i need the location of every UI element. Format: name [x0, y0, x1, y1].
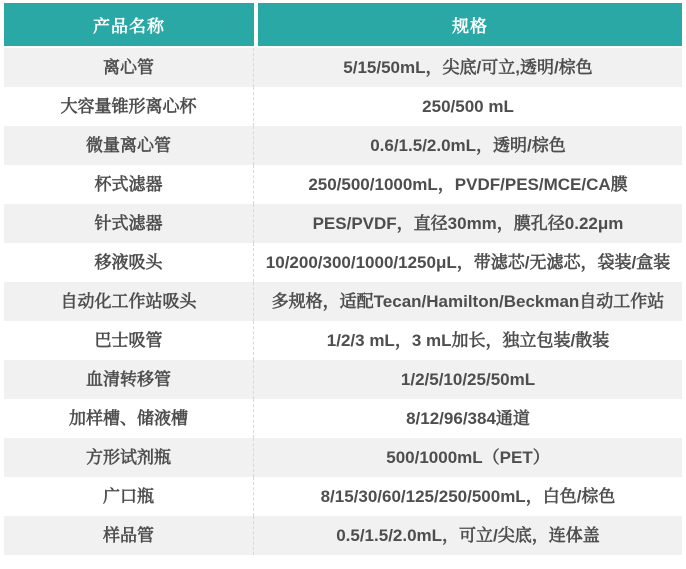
product-spec-cell: 8/15/30/60/125/250/500mL，白色/棕色: [320, 487, 616, 506]
product-spec-table: [4, 3, 682, 555]
table-header-row: [4, 3, 682, 46]
product-name-cell: 巴士吸管: [4, 321, 254, 360]
product-name-cell: 杯式滤器: [4, 165, 254, 204]
table-row: [4, 204, 682, 243]
table-row: [4, 165, 682, 204]
table-row: [4, 243, 682, 282]
product-spec-cell: 0.6/1.5/2.0mL，透明/棕色: [370, 136, 566, 155]
product-name-cell: 针式滤器: [4, 204, 254, 243]
table-row: [4, 87, 682, 126]
product-spec-cell: 1/2/3 mL，3 mL加长，独立包装/散装: [326, 331, 610, 350]
table-body: [4, 48, 682, 555]
product-spec-cell: 250/500/1000mL，PVDF/PES/MCE/CA膜: [308, 175, 628, 194]
product-name-cell: 血清转移管: [4, 360, 254, 399]
product-spec-cell: 1/2/5/10/25/50mL: [400, 370, 536, 389]
table-row: [4, 477, 682, 516]
product-spec-cell: 500/1000mL（PET）: [386, 448, 550, 467]
product-name-cell: 样品管: [4, 516, 254, 555]
table-row: [4, 282, 682, 321]
header-product-name: 产品名称: [4, 3, 254, 46]
table-row: [4, 516, 682, 555]
table-row: [4, 399, 682, 438]
product-name-cell: 自动化工作站吸头: [4, 282, 254, 321]
product-name-cell: 离心管: [4, 48, 254, 87]
product-spec-cell: 250/500 mL: [422, 97, 514, 116]
table-row: [4, 48, 682, 87]
product-spec-cell: 8/12/96/384通道: [406, 409, 530, 428]
product-spec-cell: 10/200/300/1000/1250μL，带滤芯/无滤芯，袋装/盒装: [265, 253, 671, 272]
product-name-cell: 方形试剂瓶: [4, 438, 254, 477]
product-spec-cell: 5/15/50mL，尖底/可立,透明/棕色: [343, 58, 593, 77]
product-name-cell: 加样槽、储液槽: [4, 399, 254, 438]
product-name-cell: 大容量锥形离心杯: [4, 87, 254, 126]
product-name-cell: 广口瓶: [4, 477, 254, 516]
table-row: [4, 126, 682, 165]
product-name-cell: 微量离心管: [4, 126, 254, 165]
table-row: [4, 360, 682, 399]
product-spec-cell: 多规格，适配Tecan/Hamilton/Beckman自动工作站: [271, 292, 665, 311]
table-row: [4, 438, 682, 477]
product-spec-cell: PES/PVDF，直径30mm，膜孔径0.22μm: [312, 214, 624, 233]
product-spec-cell: 0.5/1.5/2.0mL，可立/尖底，连体盖: [336, 526, 600, 545]
header-spec: 规格: [258, 3, 682, 46]
product-name-cell: 移液吸头: [4, 243, 254, 282]
table-row: [4, 321, 682, 360]
